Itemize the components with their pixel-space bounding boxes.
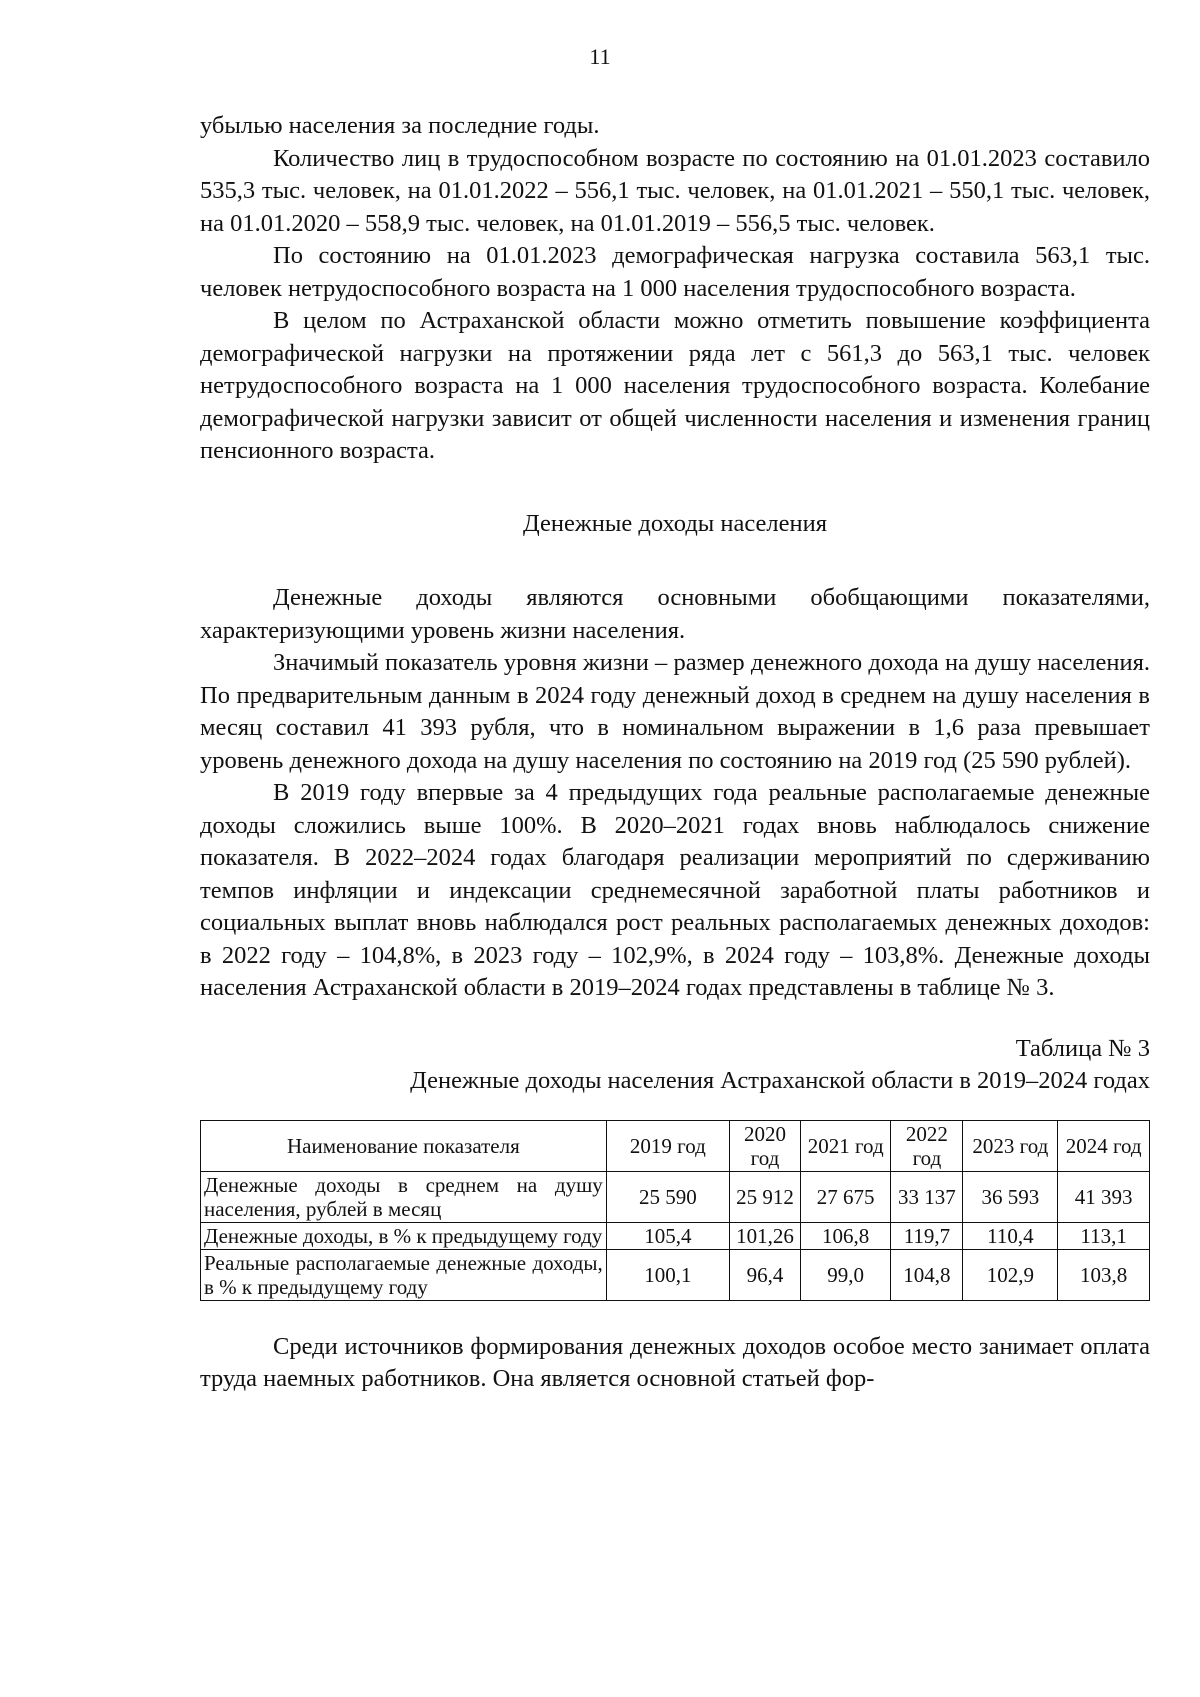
value-cell: 103,8 — [1058, 1249, 1150, 1300]
table-row — [201, 1171, 1150, 1222]
value-cell: 110,4 — [963, 1222, 1058, 1249]
table-header-cell: 2023 год — [963, 1120, 1058, 1171]
table-label: Таблица № 3 — [1015, 1034, 1150, 1062]
paragraph: убылью населения за последние годы. — [200, 112, 600, 139]
value-cell: 119,7 — [891, 1222, 963, 1249]
table-header-cell: 2022 год — [891, 1120, 963, 1171]
paragraph: По состоянию на 01.01.2023 демографическая нагрузка составила 563,1 тыс. человек нетрудоспособного возраста на 1 000 населения трудоспособного возраста. — [200, 242, 1150, 302]
page-number: 11 — [589, 44, 611, 69]
value-cell: 102,9 — [963, 1249, 1058, 1300]
value-cell: 106,8 — [800, 1222, 891, 1249]
table-header-cell: 2021 год — [800, 1120, 891, 1171]
row-name-cell: Реальные располагаемые денежные доходы, в % к предыдущему году — [201, 1249, 607, 1300]
value-cell: 105,4 — [606, 1222, 729, 1249]
table-header-row — [201, 1120, 1150, 1171]
value-cell: 33 137 — [891, 1171, 963, 1222]
table-header-cell: Наименование показателя — [201, 1120, 607, 1171]
value-cell: 104,8 — [891, 1249, 963, 1300]
paragraph: В целом по Астраханской области можно отметить повышение коэффициента демографической нагрузки на протяжении ряда лет с 561,3 до 563,1 тыс. человек нетрудоспособного возраста на 1 000 населения трудоспособного возраста. Колебание демографической нагрузки зависит от общей численности населения и изменения границ пенсионного возраста. — [200, 307, 1150, 464]
table-header-cell: 2019 год — [606, 1120, 729, 1171]
value-cell: 101,26 — [730, 1222, 801, 1249]
section-heading: Денежные доходы населения — [522, 509, 827, 537]
document-body — [200, 110, 1150, 1396]
paragraph: Количество лиц в трудоспособном возрасте по состоянию на 01.01.2023 составило 535,3 тыс. человек, на 01.01.2022 – 556,1 тыс. человек, на 01.01.2021 – 550,1 тыс. человек, на 01.01.2020 – 558,9 тыс. человек, на 01.01.2019 – 556,5 тыс. человек. — [200, 144, 1150, 237]
paragraph: Денежные доходы являются основными обобщающими показателями, характеризующими уровень жизни населения. — [200, 584, 1150, 644]
value-cell: 27 675 — [800, 1171, 891, 1222]
value-cell: 25 912 — [730, 1171, 801, 1222]
value-cell: 36 593 — [963, 1171, 1058, 1222]
value-cell: 96,4 — [730, 1249, 801, 1300]
table-header-cell: 2020 год — [730, 1120, 801, 1171]
table-header-cell: 2024 год — [1058, 1120, 1150, 1171]
table-row — [201, 1222, 1150, 1249]
income-table — [200, 1120, 1150, 1301]
row-name-cell: Денежные доходы, в % к предыдущему году — [201, 1222, 607, 1249]
paragraph: В 2019 году впервые за 4 предыдущих года реальные располагаемые денежные доходы сложились выше 100%. В 2020–2021 годах вновь наблюдалось снижение показателя. В 2022–2024 годах благодаря реализации мероприятий по сдерживанию темпов инфляции и индексации среднемесячной заработной платы работников и социальных выплат вновь наблюдался рост реальных располагаемых денежных доходов: в 2022 году – 104,8%, в 2023 году – 102,9%, в 2024 году – 103,8%. Денежные доходы населения Астраханской области в 2019–2024 годах представлены в таблице № 3. — [200, 779, 1150, 1001]
value-cell: 100,1 — [606, 1249, 729, 1300]
paragraph: Среди источников формирования денежных доходов особое место занимает оплата труда наемных работников. Она является основной статьей фор- — [200, 1332, 1150, 1392]
value-cell: 99,0 — [800, 1249, 891, 1300]
value-cell: 113,1 — [1058, 1222, 1150, 1249]
row-name-cell: Денежные доходы в среднем на душу населения, рублей в месяц — [201, 1171, 607, 1222]
paragraph: Значимый показатель уровня жизни – размер денежного дохода на душу населения. По предварительным данным в 2024 году денежный доход в среднем на душу населения в месяц составил 41 393 рубля, что в номинальном выражении в 1,6 раза превышает уровень денежного дохода на душу населения по состоянию на 2019 год (25 590 рублей). — [200, 649, 1150, 774]
table-title: Денежные доходы населения Астраханской области в 2019–2024 годах — [410, 1067, 1150, 1094]
value-cell: 41 393 — [1058, 1171, 1150, 1222]
value-cell: 25 590 — [606, 1171, 729, 1222]
table-row — [201, 1249, 1150, 1300]
